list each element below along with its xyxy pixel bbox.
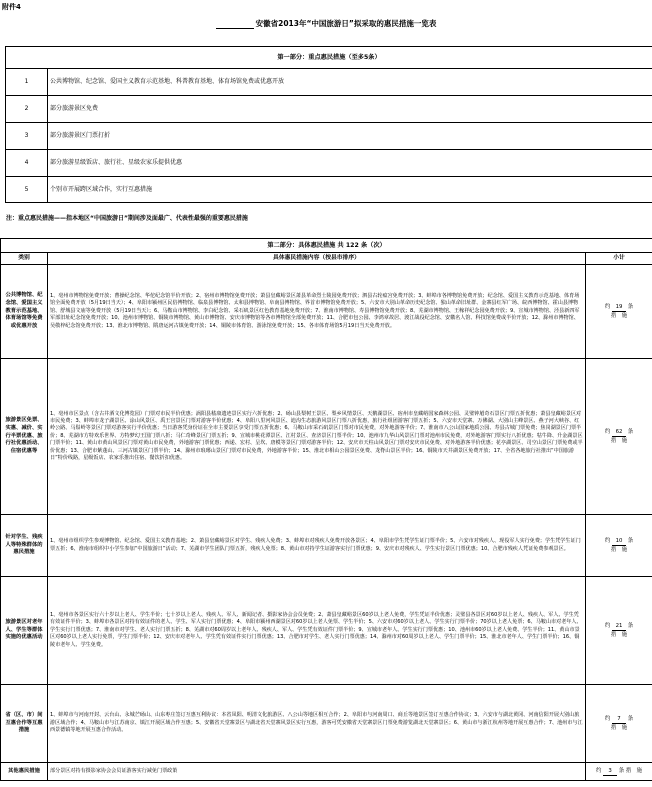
part1-text: 部分旅游星级饭店、旅行社、星级农家乐提供优惠 <box>48 150 652 177</box>
part2-table <box>0 238 652 781</box>
subtotal-unit: 条 <box>618 768 625 774</box>
category-cell: 旅游景区免票、实惠、减价、实行半票优惠、旅行社优惠活动、住宿优惠等 <box>1 359 48 515</box>
subtotal-measure: 措 施 <box>610 632 628 638</box>
subtotal-unit: 条 <box>627 538 634 544</box>
part1-num: 1 <box>6 69 48 96</box>
province-name: 安徽 <box>255 19 271 28</box>
content-cell: 1、亳州市各景区实行六十岁以上老人、学生半价；七十岁以上老人、残疾人、军人、新闻记者、摄影家协会会员免费；2、萧县皇藏峪景区60岁以上老人免费，学生凭证半价优惠；灵璧县各景区对60岁以上老人、残疾人、军人、学生凭有效证件半价；3、蚌埠市各景区对持有效证件的老人、学生、军人实行门票优惠；4、阜阳市颍州西湖景区对60岁以上老人免票、学生半价；5、六安市对60岁以上老人、学生实行门票半价；70岁以上老人免票；6、马鞍山市对老年人、学生实行门票优惠；7、淮南市对学生、老人实行门票五折；8、芜湖市对60周岁以上老年人、残疾人、军人、学生凭有效证件门票半价；9、宣城市老年人、学生实行门票优惠；10、池州市60岁以上老人免费、学生半价；11、黄山市景区对60岁以上老人实行免票，学生门票半价；12、安庆市对老年人、学生凭有效证件实行门票优惠；13、合肥市对学生、老人实行门票优惠；14、滁州市对60周岁以上老人、学生门票半价；15、淮北市老年人、学生门票半价；16、铜陵市老年人、学生免费。 <box>48 577 586 685</box>
subtotal-cell: 约 7 条 措 施 <box>586 685 652 763</box>
part1-num: 2 <box>6 96 48 123</box>
subtotal-cell: 约 10 条 措 施 <box>586 515 652 577</box>
table-row <box>1 685 652 763</box>
note-text: 注：重点惠民措施——指本地区“中国旅游日”期间涉及面最广、代表性最强的重要惠民措施 <box>6 215 248 222</box>
table-row <box>1 515 652 577</box>
subtotal-cell: 约 21 条 措 施 <box>586 577 652 685</box>
subtotal-unit: 条 <box>627 623 634 629</box>
subtotal-measure: 措 施 <box>610 438 628 444</box>
part1-table <box>5 46 652 203</box>
table-row <box>1 265 652 359</box>
subtotal-unit: 条 <box>627 304 634 310</box>
subtotal-cell: 约 19 条 措 施 <box>586 265 652 359</box>
content-cell: 1、蚌埠市与河南开封、云台山、永城芒砀山、山东枣庄签订互惠互利协议：本省凤阳、明清文化旅游区、八公山等地区相互合作；2、阜阳市与河南周口、商丘等地景区签订互惠合作协议；3、六安市与湖北黄冈、河南信阳开展大别山旅游区域合作；4、马鞍山市与江苏南京、镇江开展区域合作互惠；5、安徽省天堂寨景区与湖北省天堂寨风景区实行互惠，游客可凭安徽省天堂寨景区门票免费游览湖北天堂寨景区；6、黄山市与浙江杭州等地开展互惠合作；7、池州市与江西景德镇等地开展互惠合作活动。 <box>48 685 586 763</box>
subtotal-count: 62 <box>612 428 626 437</box>
subtotal-count: 19 <box>612 303 626 312</box>
content-cell: 部分景区对持有摄影家协会会员证游客实行减免门票政策 <box>48 763 586 781</box>
part1-num: 4 <box>6 150 48 177</box>
attachment-label: 附件4 <box>2 3 21 11</box>
part1-text: 部分旅游景区门票打折 <box>48 123 652 150</box>
category-cell: 公共博物馆、纪念馆、爱国主义教育示范基地、体育场馆等免费或优惠开放 <box>1 265 48 359</box>
part1-num: 3 <box>6 123 48 150</box>
table-row <box>1 763 652 781</box>
subtotal-count: 10 <box>612 537 626 546</box>
subtotal-count: 3 <box>603 767 617 776</box>
part1-text: 个别市开展跨区域合作，实行互惠措施 <box>48 177 652 203</box>
page-title <box>0 18 652 29</box>
category-cell: 省（区、市）间互惠合作等互惠措施 <box>1 685 48 763</box>
subtotal-unit: 条 <box>627 429 634 435</box>
table-row <box>1 359 652 515</box>
category-cell: 针对学生、残疾人等特殊群体的惠民措施 <box>1 515 48 577</box>
subtotal-cell: 约 3 条 措 施 <box>586 763 652 781</box>
subtotal-count: 7 <box>612 715 626 724</box>
subtotal-measure: 措 施 <box>610 313 628 319</box>
subtotal-measure: 措 施 <box>610 547 628 553</box>
part2-heading: 第二部分：具体惠民措施 共 122 条（次） <box>1 239 652 253</box>
subtotal-measure: 措 施 <box>625 768 643 774</box>
subtotal-cell: 约 62 条 措 施 <box>586 359 652 515</box>
province-blank <box>216 20 254 29</box>
part1-num: 5 <box>6 177 48 203</box>
category-cell: 旅游景区对老年人、学生等群体实施的优惠活动 <box>1 577 48 685</box>
column-header-subtotal: 小计 <box>586 253 652 265</box>
part1-text: 公共博物馆、纪念馆、爱国主义教育示范基地、科普教育基地、体育场馆免费或优惠开放 <box>48 69 652 96</box>
content-cell: 1、亳州市博物馆免费开放；曹操纪念馆、华佗纪念馆半价开放；2、宿州市博物馆免费开放；萧县皇藏峪景区萧县革命烈士陵园免费开放；泗县古轮瘟宫免费开放；3、蚌埠市各博物馆免费开放；纪念馆、爱国主义教育示范基地、体育场馆全面免费开放（5月19日当天）；4、阜阳市颍州区民俗博物馆、临泉县博物馆、太和县博物馆、阜南县博物馆、界首市博物馆免费开放；5、六安市大别山革命历史纪念馆、独山革命旧址群、金寨县红军广场、皖西博物馆、霍山县博物馆、舒城县文庙等免费开放（5月19日当天）；6、马鞍山市博物馆、李白纪念馆、采石矶景区红色教育基地免费开放；7、淮南市博物馆、寿县博物馆免费开放；8、芜湖市博物馆、王稼祥纪念园免费开放；9、宣城市博物馆、泾县新四军军部旧址纪念馆免费开放；10、池州市博物馆、铜陵市博物馆、黄山市博物馆、安庆市博物馆等各市博物馆全部免费开放；11、合肥市包公园、李鸿章故居、渡江战役纪念馆、安徽名人馆、科技馆免费或半价开放；12、滁州市博物馆、吴敬梓纪念馆免费开放；13、淮北市博物馆、隋唐运河古镇免费开放；14、铜陵市体育馆、游泳馆免费开放；15、各市体育场馆5月19日当天免费开放。 <box>48 265 586 359</box>
subtotal-count: 21 <box>612 622 626 631</box>
category-cell: 其他惠民措施 <box>1 763 48 781</box>
table-row <box>1 577 652 685</box>
title-text: 省2013年“中国旅游日”拟采取的惠民措施一览表 <box>270 19 437 28</box>
subtotal-unit: 条 <box>627 716 634 722</box>
part1-heading: 第一部分：重点惠民措施（至多5条） <box>6 47 652 69</box>
subtotal-measure: 措 施 <box>610 725 628 731</box>
content-cell: 1、亳州市组织学生参观博物馆、纪念馆、爱国主义教育基地；2、萧县皇藏峪景区对学生、残疾人免费；3、蚌埠市对残疾人免费开放各景区；4、阜阳市学生凭学生证门票半价；5、六安市对残疾人、现役军人实行免费；学生凭学生证门票五折；6、淮南市组织中小学生参加“中国旅游日”活动；7、芜湖市学生团队门票五折，残疾人免票；8、黄山市对持学生证游客实行门票优惠；9、安庆市对残疾人、学生实行景区门票优惠；10、合肥市残疾人凭证免费参观景区。 <box>48 515 586 577</box>
column-header-category: 类别 <box>1 253 48 265</box>
content-cell: 1、亳州市区景点（含古井酒文化博览园）门票对市民半价优惠；涡阳县嵇康遗迹景区实行六折优惠；2、砀山县梨树王景区、梨乡风情景区、天鹅湖景区、宿州市皇藏峪国家森林公园、灵璧钟馗奇石景区门票五折优惠；萧县皇藏峪景区对市民免费；3、蚌埠市龙子湖景区、涂山风景区、禹王宫景区门票对游客半价优惠；4、阜阳八里河风景区、迪沟生态旅游风景区门票八折优惠，旅行社组团游客门票五折；5、六安市天堂寨、万佛湖、大别山主峰景区、燕子河大峡谷、红岭公路、马鬃岭等景区门票对游客实行半价优惠；当日游客凭身份证在全市主要景区享受门票五折优惠；6、马鞍山市采石矶景区门票对市民免费，对外地游客半价；7、淮南市八公山国家地质公园、寿县古城门票免费；焦岗湖景区门票半价；8、芜湖市方特欢乐世界、方特梦幻王国门票八折；马仁奇峰景区门票五折；9、宣城市桃花潭景区、江村景区、查济景区门票半价；10、池州市九华山风景区门票对池州市民免费，对外地游客门票实行八折优惠；牯牛降、升金湖景区门票半价；11、黄山市黄山风景区门票对黄山市民免费，外地游客门票优惠；西递、宏村、呈坎、唐模等景区门票对游客半价；12、安庆市天柱山风景区门票对安庆市民免费、对外地游客半价优惠；花亭湖景区、司空山景区门票免费或半价优惠；13、合肥市紫蓬山、三河古镇景区门票半价；14、滁州市琅琊山景区门票对市民免费，外地游客半价；15、淮北市相山公园景区免费、龙脊山景区半价；16、铜陵市天井湖景区免费开放；17、全省各地旅行社推出“中国旅游日”特价线路，星级饭店、农家乐推出住宿、餐饮折扣优惠。 <box>48 359 586 515</box>
part1-text: 部分旅游景区免费 <box>48 96 652 123</box>
column-header-content: 具体惠民措施内容（按县市排序） <box>48 253 586 265</box>
